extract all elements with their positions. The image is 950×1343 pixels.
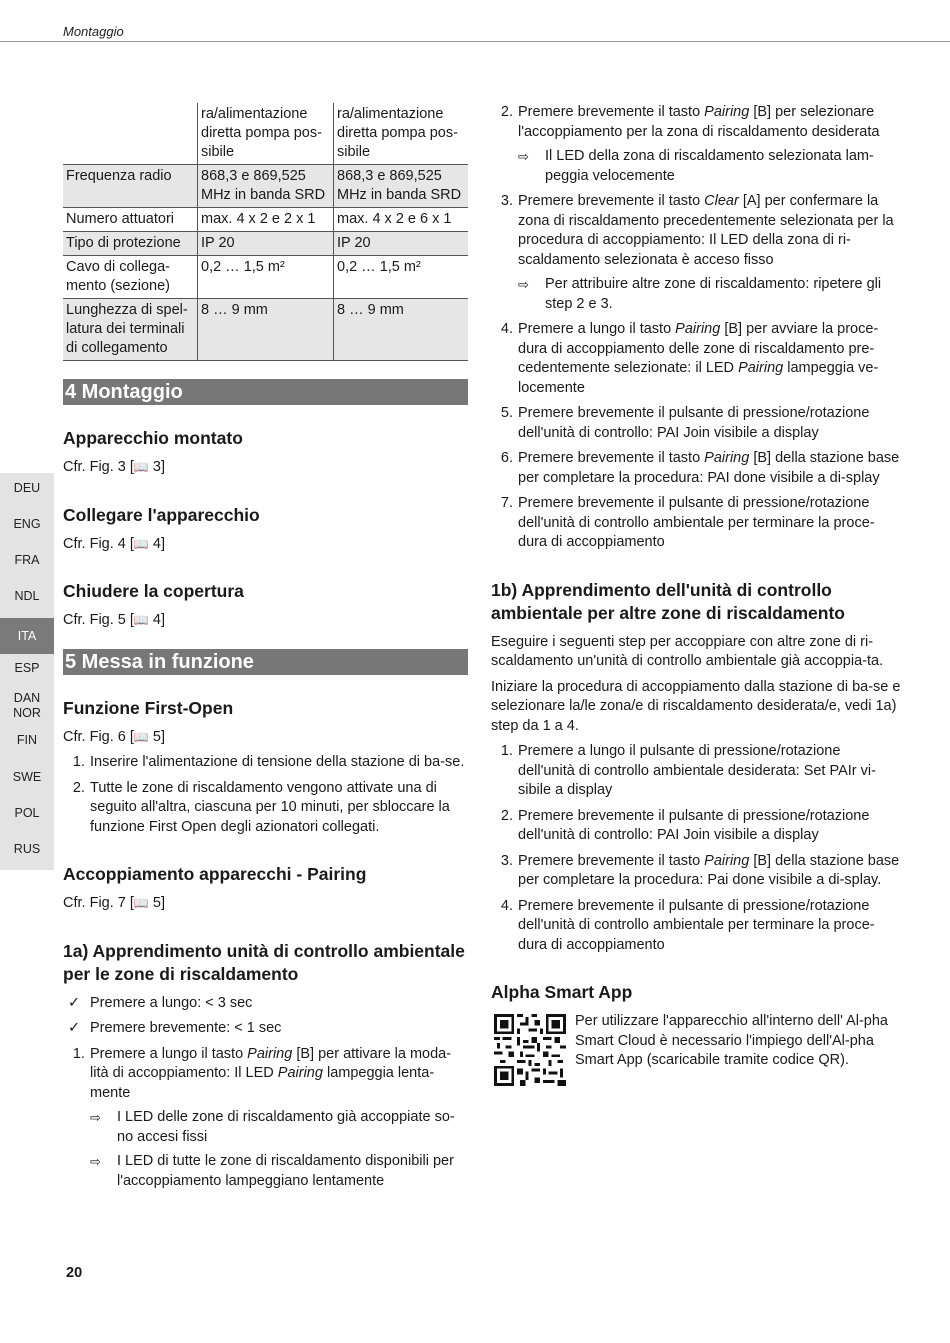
section-title-messa-in-funzione: 5 Messa in funzione xyxy=(63,649,468,675)
table-cell: 868,3 e 869,525 MHz in banda SRD xyxy=(334,165,469,208)
language-tab-esp[interactable]: ESP xyxy=(14,661,40,675)
table-cell: 8 … 9 mm xyxy=(198,299,334,361)
book-icon: 📖 xyxy=(133,896,149,910)
table-row xyxy=(63,208,468,232)
table-cell: IP 20 xyxy=(198,232,334,256)
table-cell: Lunghezza di spel-latura dei terminali di collegamento xyxy=(63,299,198,361)
language-tab-swe[interactable]: SWE xyxy=(12,770,42,784)
result-item: ⇨ I LED di tutte le zone di riscaldamento disponibili per l'accoppiamento lampeggiano lentamente xyxy=(90,1153,454,1189)
list-item: 4. Premere a lungo il tasto Pairing [B] per avviare la proce-dura di accoppiamento delle zone di riscaldamento pre-cedentemente selezionate: il LED Pairing lampeggia ve-locemente xyxy=(500,321,879,396)
language-tab-deu[interactable]: DEU xyxy=(13,481,41,495)
page-number: 20 xyxy=(66,1265,83,1281)
book-icon: 📖 xyxy=(133,729,149,744)
table-row xyxy=(63,256,468,299)
pairing-steps-right xyxy=(491,192,901,270)
arrow-right-icon: ⇨ xyxy=(90,1110,101,1125)
language-tab-eng[interactable]: ENG xyxy=(13,517,41,531)
result-item: ⇨ Il LED della zona di riscaldamento selezionata lam-peggia velocemente xyxy=(518,148,874,184)
checkmark-icon: ✓ xyxy=(68,994,81,1011)
right-column xyxy=(491,103,901,1071)
table-cell: Frequenza radio xyxy=(63,165,198,208)
list-item: 6. Premere brevemente il tasto Pairing [B] della stazione base per completare la procedura: PAI done visibile a di-splay xyxy=(500,450,900,486)
app-info xyxy=(491,1012,901,1071)
book-icon: 📖 xyxy=(133,460,149,474)
result-item: ⇨ I LED delle zone di riscaldamento già accoppiate so-no accesi fissi xyxy=(90,1109,455,1145)
figure-reference: Cfr. Fig. 6 [📖 5] xyxy=(63,728,468,748)
heading-pairing: Accoppiamento apparecchi - Pairing xyxy=(63,864,367,884)
list-item: 2. Premere brevemente il tasto Pairing [B] per selezionare l'accoppiamento per la zona di riscaldamento desiderata xyxy=(500,104,880,140)
table-row xyxy=(63,299,468,361)
qr-code-icon[interactable] xyxy=(494,1014,566,1086)
heading-first-open: Funzione First-Open xyxy=(63,697,234,718)
table-cell: 0,2 … 1,5 m² xyxy=(198,256,334,299)
heading-1b: 1b) Apprendimento dell'unità di controllo ambientale per altre zone di riscaldamento xyxy=(491,579,845,623)
pairing-steps-1b xyxy=(491,742,901,955)
header-rule xyxy=(0,41,950,42)
table-cell: ra/alimentazione diretta pompa pos-sibile xyxy=(334,103,469,165)
heading-apparecchio-montato: Apparecchio montato xyxy=(63,428,243,448)
paragraph: Eseguire i seguenti step per accoppiare con altre zone di ri-scaldamento un'unità di controllo ambientale già accoppia-ta. xyxy=(491,633,884,669)
first-open-steps xyxy=(63,753,468,837)
table-row xyxy=(63,165,468,208)
language-tab-fin[interactable]: FIN xyxy=(16,733,38,747)
table-cell: 0,2 … 1,5 m² xyxy=(334,256,469,299)
result-item: ⇨ Per attribuire altre zone di riscaldamento: ripetere gli step 2 e 3. xyxy=(518,276,882,312)
language-tab-ndl[interactable]: NDL xyxy=(14,589,40,603)
arrow-right-icon: ⇨ xyxy=(90,1154,101,1169)
figure-reference: Cfr. Fig. 7 [📖 5] xyxy=(63,894,468,914)
language-tab-pol[interactable]: POL xyxy=(14,806,40,820)
spec-table xyxy=(63,103,468,361)
language-tab-fra[interactable]: FRA xyxy=(14,553,40,567)
table-cell xyxy=(63,103,198,165)
language-sidebar xyxy=(0,473,54,870)
arrow-right-icon: ⇨ xyxy=(518,277,529,292)
paragraph: Iniziare la procedura di accoppiamento dalla stazione di ba-se e selezionare la/le zona/e di riscaldamento desiderata/e, vedi 1a) step da 1 a 4. xyxy=(491,678,901,734)
heading-alpha-smart-app: Alpha Smart App xyxy=(491,982,633,1002)
table-cell: Tipo di protezione xyxy=(63,232,198,256)
list-item: 2. Premere brevemente il pulsante di pressione/rotazione dell'unità di controllo: PAI Join visibile a display xyxy=(500,807,870,843)
heading-collegare: Collegare l'apparecchio xyxy=(63,504,260,525)
pairing-steps-right xyxy=(491,320,901,553)
figure-reference: Cfr. Fig. 4 [📖 4] xyxy=(63,535,468,555)
section-title-montaggio: 4 Montaggio xyxy=(63,379,468,405)
list-item: 1. Inserire l'alimentazione di tensione della stazione di ba-se. xyxy=(72,754,465,770)
figure-reference: Cfr. Fig. 3 [📖 3] xyxy=(63,458,468,478)
language-tab-dan-nor[interactable]: DAN NOR xyxy=(13,691,41,720)
list-item: 4. Premere brevemente il pulsante di pressione/rotazione dell'unità di controllo ambientale per terminare la proce-dura di accoppiamento xyxy=(500,897,875,953)
list-item: 7. Premere brevemente il pulsante di pressione/rotazione dell'unità di controllo ambientale per terminare la proce-dura di accoppiamento xyxy=(500,495,875,550)
running-header: Montaggio xyxy=(63,24,124,39)
arrow-right-icon: ⇨ xyxy=(518,149,529,164)
list-item: 1. Premere a lungo il pulsante di pressione/rotazione dell'unità di controllo ambientale desiderata: Set PAIr vi-sibile a display xyxy=(500,743,876,798)
heading-1a: 1a) Apprendimento unità di controllo ambientale per le zone di riscaldamento xyxy=(63,940,465,984)
table-cell: 868,3 e 869,525 MHz in banda SRD xyxy=(198,165,334,208)
pairing-steps-left xyxy=(63,1045,468,1104)
list-item: 3. Premere brevemente il tasto Pairing [B] della stazione base per completare la procedura: Pai done visibile a di-splay. xyxy=(500,852,900,888)
checkmark-icon: ✓ xyxy=(68,1020,81,1036)
book-icon: 📖 xyxy=(133,613,149,627)
list-item: 2. Tutte le zone di riscaldamento vengono attivate una di seguito all'altra, ciascuna per 10 minuti, per sbloccare la funzione First Open degli azionatori collegati. xyxy=(72,779,450,835)
language-tab-rus[interactable]: RUS xyxy=(13,842,41,856)
table-row xyxy=(63,232,468,256)
list-item: 1. Premere a lungo il tasto Pairing [B] per attivare la moda-lità di accoppiamento: Il LED Pairing lampeggia lenta-mente xyxy=(72,1045,452,1101)
table-cell: Cavo di collega-mento (sezione) xyxy=(63,256,198,299)
table-cell: 8 … 9 mm xyxy=(334,299,469,361)
table-row xyxy=(63,103,468,165)
check-item: ✓ Premere brevemente: < 1 sec xyxy=(63,1019,468,1039)
pairing-steps-right xyxy=(491,103,901,142)
list-item: 5. Premere brevemente il pulsante di pressione/rotazione dell'unità di controllo: PAI Join visibile a display xyxy=(500,405,870,441)
list-item: 3. Premere brevemente il tasto Clear [A] per confermare la zona di riscaldamento precedentemente selezionata per la procedura di accoppiamento: Il LED della zona di ri-scaldamento selezionata è acceso fisso xyxy=(500,193,894,268)
table-cell: max. 4 x 2 e 2 x 1 xyxy=(198,208,334,232)
check-item: ✓ Premere a lungo: < 3 sec xyxy=(63,994,468,1014)
left-column xyxy=(63,103,468,1197)
heading-chiudere: Chiudere la copertura xyxy=(63,581,244,601)
table-cell: max. 4 x 2 e 6 x 1 xyxy=(334,208,469,232)
table-cell: IP 20 xyxy=(334,232,469,256)
app-description: Per utilizzare l'apparecchio all'interno dell' Al-pha Smart Cloud è necessario l'impiego dell'Al-pha Smart App (scaricabile tramite codice QR). xyxy=(575,1013,888,1068)
language-tab-ita[interactable]: ITA xyxy=(0,618,54,654)
table-cell: ra/alimentazione diretta pompa pos-sibile xyxy=(198,103,334,165)
book-icon: 📖 xyxy=(133,536,149,551)
figure-reference: Cfr. Fig. 5 [📖 4] xyxy=(63,611,468,631)
table-cell: Numero attuatori xyxy=(63,208,198,232)
